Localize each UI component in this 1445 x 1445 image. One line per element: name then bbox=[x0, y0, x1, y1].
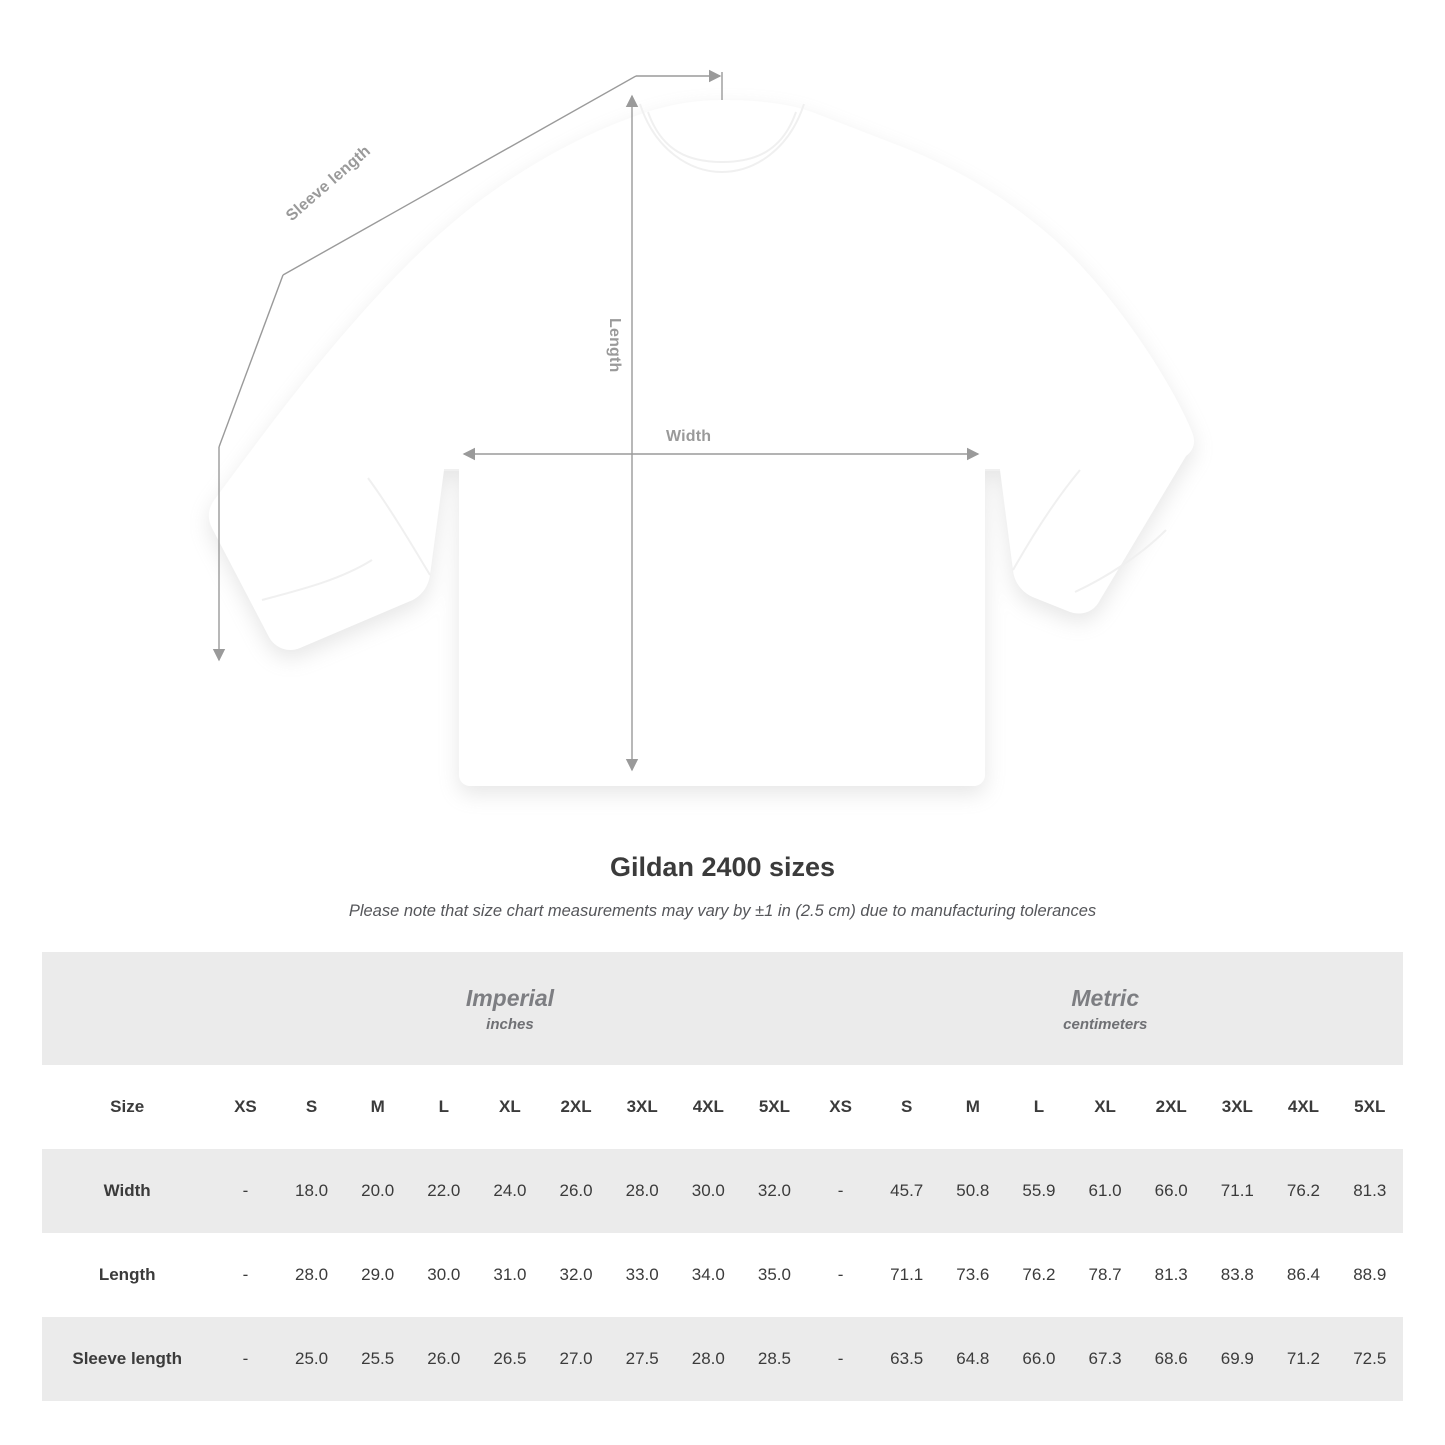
unit-header-row bbox=[42, 952, 1403, 1065]
cell-length-metric-l: 76.2 bbox=[1006, 1233, 1072, 1317]
cell-width-metric-m: 50.8 bbox=[940, 1149, 1006, 1233]
column-header-imperial-xl: XL bbox=[477, 1065, 543, 1149]
column-header-metric-l: L bbox=[1006, 1065, 1072, 1149]
cell-length-imperial-l: 30.0 bbox=[411, 1233, 477, 1317]
cell-length-imperial-4xl: 34.0 bbox=[675, 1233, 741, 1317]
column-header-metric-2xl: 2XL bbox=[1138, 1065, 1204, 1149]
column-header-imperial-5xl: 5XL bbox=[741, 1065, 807, 1149]
cell-width-metric-xl: 61.0 bbox=[1072, 1149, 1138, 1233]
cell-sleeve-imperial-4xl: 28.0 bbox=[675, 1317, 741, 1401]
column-header-size: Size bbox=[42, 1065, 212, 1149]
cell-width-imperial-s: 18.0 bbox=[278, 1149, 344, 1233]
cell-sleeve-imperial-3xl: 27.5 bbox=[609, 1317, 675, 1401]
column-header-metric-5xl: 5XL bbox=[1337, 1065, 1403, 1149]
cell-length-metric-s: 71.1 bbox=[874, 1233, 940, 1317]
cell-sleeve-metric-m: 64.8 bbox=[940, 1317, 1006, 1401]
table-row bbox=[42, 1149, 1403, 1233]
cell-length-imperial-xs: - bbox=[212, 1233, 278, 1317]
column-header-imperial-2xl: 2XL bbox=[543, 1065, 609, 1149]
cell-width-imperial-l: 22.0 bbox=[411, 1149, 477, 1233]
cell-width-metric-xs: - bbox=[808, 1149, 874, 1233]
cell-width-metric-s: 45.7 bbox=[874, 1149, 940, 1233]
cell-width-imperial-m: 20.0 bbox=[345, 1149, 411, 1233]
cell-sleeve-metric-2xl: 68.6 bbox=[1138, 1317, 1204, 1401]
cell-length-imperial-s: 28.0 bbox=[278, 1233, 344, 1317]
cell-sleeve-imperial-xl: 26.5 bbox=[477, 1317, 543, 1401]
cell-width-metric-l: 55.9 bbox=[1006, 1149, 1072, 1233]
cell-sleeve-metric-l: 66.0 bbox=[1006, 1317, 1072, 1401]
cell-sleeve-imperial-s: 25.0 bbox=[278, 1317, 344, 1401]
cell-length-imperial-xl: 31.0 bbox=[477, 1233, 543, 1317]
column-header-metric-4xl: 4XL bbox=[1270, 1065, 1336, 1149]
cell-width-imperial-2xl: 26.0 bbox=[543, 1149, 609, 1233]
column-header-metric-3xl: 3XL bbox=[1204, 1065, 1270, 1149]
cell-sleeve-metric-xl: 67.3 bbox=[1072, 1317, 1138, 1401]
metric-system-label: Metric bbox=[1071, 985, 1140, 1012]
cell-sleeve-metric-3xl: 69.9 bbox=[1204, 1317, 1270, 1401]
cell-width-imperial-4xl: 30.0 bbox=[675, 1149, 741, 1233]
cell-width-metric-4xl: 76.2 bbox=[1270, 1149, 1336, 1233]
cell-sleeve-imperial-m: 25.5 bbox=[345, 1317, 411, 1401]
cell-length-metric-m: 73.6 bbox=[940, 1233, 1006, 1317]
cell-width-imperial-3xl: 28.0 bbox=[609, 1149, 675, 1233]
cell-sleeve-imperial-2xl: 27.0 bbox=[543, 1317, 609, 1401]
cell-length-metric-3xl: 83.8 bbox=[1204, 1233, 1270, 1317]
column-header-imperial-m: M bbox=[345, 1065, 411, 1149]
cell-length-imperial-5xl: 35.0 bbox=[741, 1233, 807, 1317]
sleeve-length-label: Sleeve length bbox=[283, 142, 375, 225]
row-label-length: Length bbox=[42, 1233, 212, 1317]
imperial-group-header bbox=[212, 952, 807, 1065]
metric-group-header bbox=[808, 952, 1403, 1065]
row-label-sleeve-length: Sleeve length bbox=[42, 1317, 212, 1401]
page-title: Gildan 2400 sizes bbox=[609, 852, 836, 882]
cell-width-imperial-xl: 24.0 bbox=[477, 1149, 543, 1233]
column-header-metric-xl: XL bbox=[1072, 1065, 1138, 1149]
title-block bbox=[0, 852, 1445, 921]
column-header-metric-m: M bbox=[940, 1065, 1006, 1149]
imperial-system-label: Imperial bbox=[465, 985, 555, 1012]
size-chart-table bbox=[42, 952, 1403, 1401]
cell-width-metric-3xl: 71.1 bbox=[1204, 1149, 1270, 1233]
imperial-unit-label: inches bbox=[486, 1015, 534, 1033]
column-header-metric-xs: XS bbox=[808, 1065, 874, 1149]
cell-sleeve-metric-5xl: 72.5 bbox=[1337, 1317, 1403, 1401]
cell-length-metric-4xl: 86.4 bbox=[1270, 1233, 1336, 1317]
cell-width-imperial-5xl: 32.0 bbox=[741, 1149, 807, 1233]
column-header-imperial-s: S bbox=[278, 1065, 344, 1149]
column-header-metric-s: S bbox=[874, 1065, 940, 1149]
column-header-imperial-4xl: 4XL bbox=[675, 1065, 741, 1149]
column-header-imperial-l: L bbox=[411, 1065, 477, 1149]
cell-length-imperial-2xl: 32.0 bbox=[543, 1233, 609, 1317]
cell-length-imperial-3xl: 33.0 bbox=[609, 1233, 675, 1317]
tolerance-note: Please note that size chart measurements may vary by ±1 in (2.5 cm) due to manufacturing tolerances bbox=[348, 902, 1097, 920]
cell-width-metric-5xl: 81.3 bbox=[1337, 1149, 1403, 1233]
cell-length-metric-2xl: 81.3 bbox=[1138, 1233, 1204, 1317]
cell-sleeve-metric-s: 63.5 bbox=[874, 1317, 940, 1401]
cell-length-metric-xl: 78.7 bbox=[1072, 1233, 1138, 1317]
cell-width-metric-2xl: 66.0 bbox=[1138, 1149, 1204, 1233]
unit-spacer-cell bbox=[42, 952, 212, 1065]
cell-sleeve-metric-xs: - bbox=[808, 1317, 874, 1401]
table-row bbox=[42, 1233, 1403, 1317]
table-row bbox=[42, 1317, 1403, 1401]
column-header-imperial-3xl: 3XL bbox=[609, 1065, 675, 1149]
cell-width-imperial-xs: - bbox=[212, 1149, 278, 1233]
cell-sleeve-imperial-5xl: 28.5 bbox=[741, 1317, 807, 1401]
cell-sleeve-imperial-xs: - bbox=[212, 1317, 278, 1401]
metric-unit-label: centimeters bbox=[1063, 1015, 1148, 1033]
column-header-imperial-xs: XS bbox=[212, 1065, 278, 1149]
cell-length-imperial-m: 29.0 bbox=[345, 1233, 411, 1317]
width-label: Width bbox=[666, 428, 712, 445]
cell-sleeve-imperial-l: 26.0 bbox=[411, 1317, 477, 1401]
size-table-wrapper bbox=[42, 952, 1403, 1401]
length-label: Length bbox=[606, 318, 623, 373]
cell-length-metric-5xl: 88.9 bbox=[1337, 1233, 1403, 1317]
row-label-width: Width bbox=[42, 1149, 212, 1233]
cell-length-metric-xs: - bbox=[808, 1233, 874, 1317]
size-header-row bbox=[42, 1065, 1403, 1149]
cell-sleeve-metric-4xl: 71.2 bbox=[1270, 1317, 1336, 1401]
